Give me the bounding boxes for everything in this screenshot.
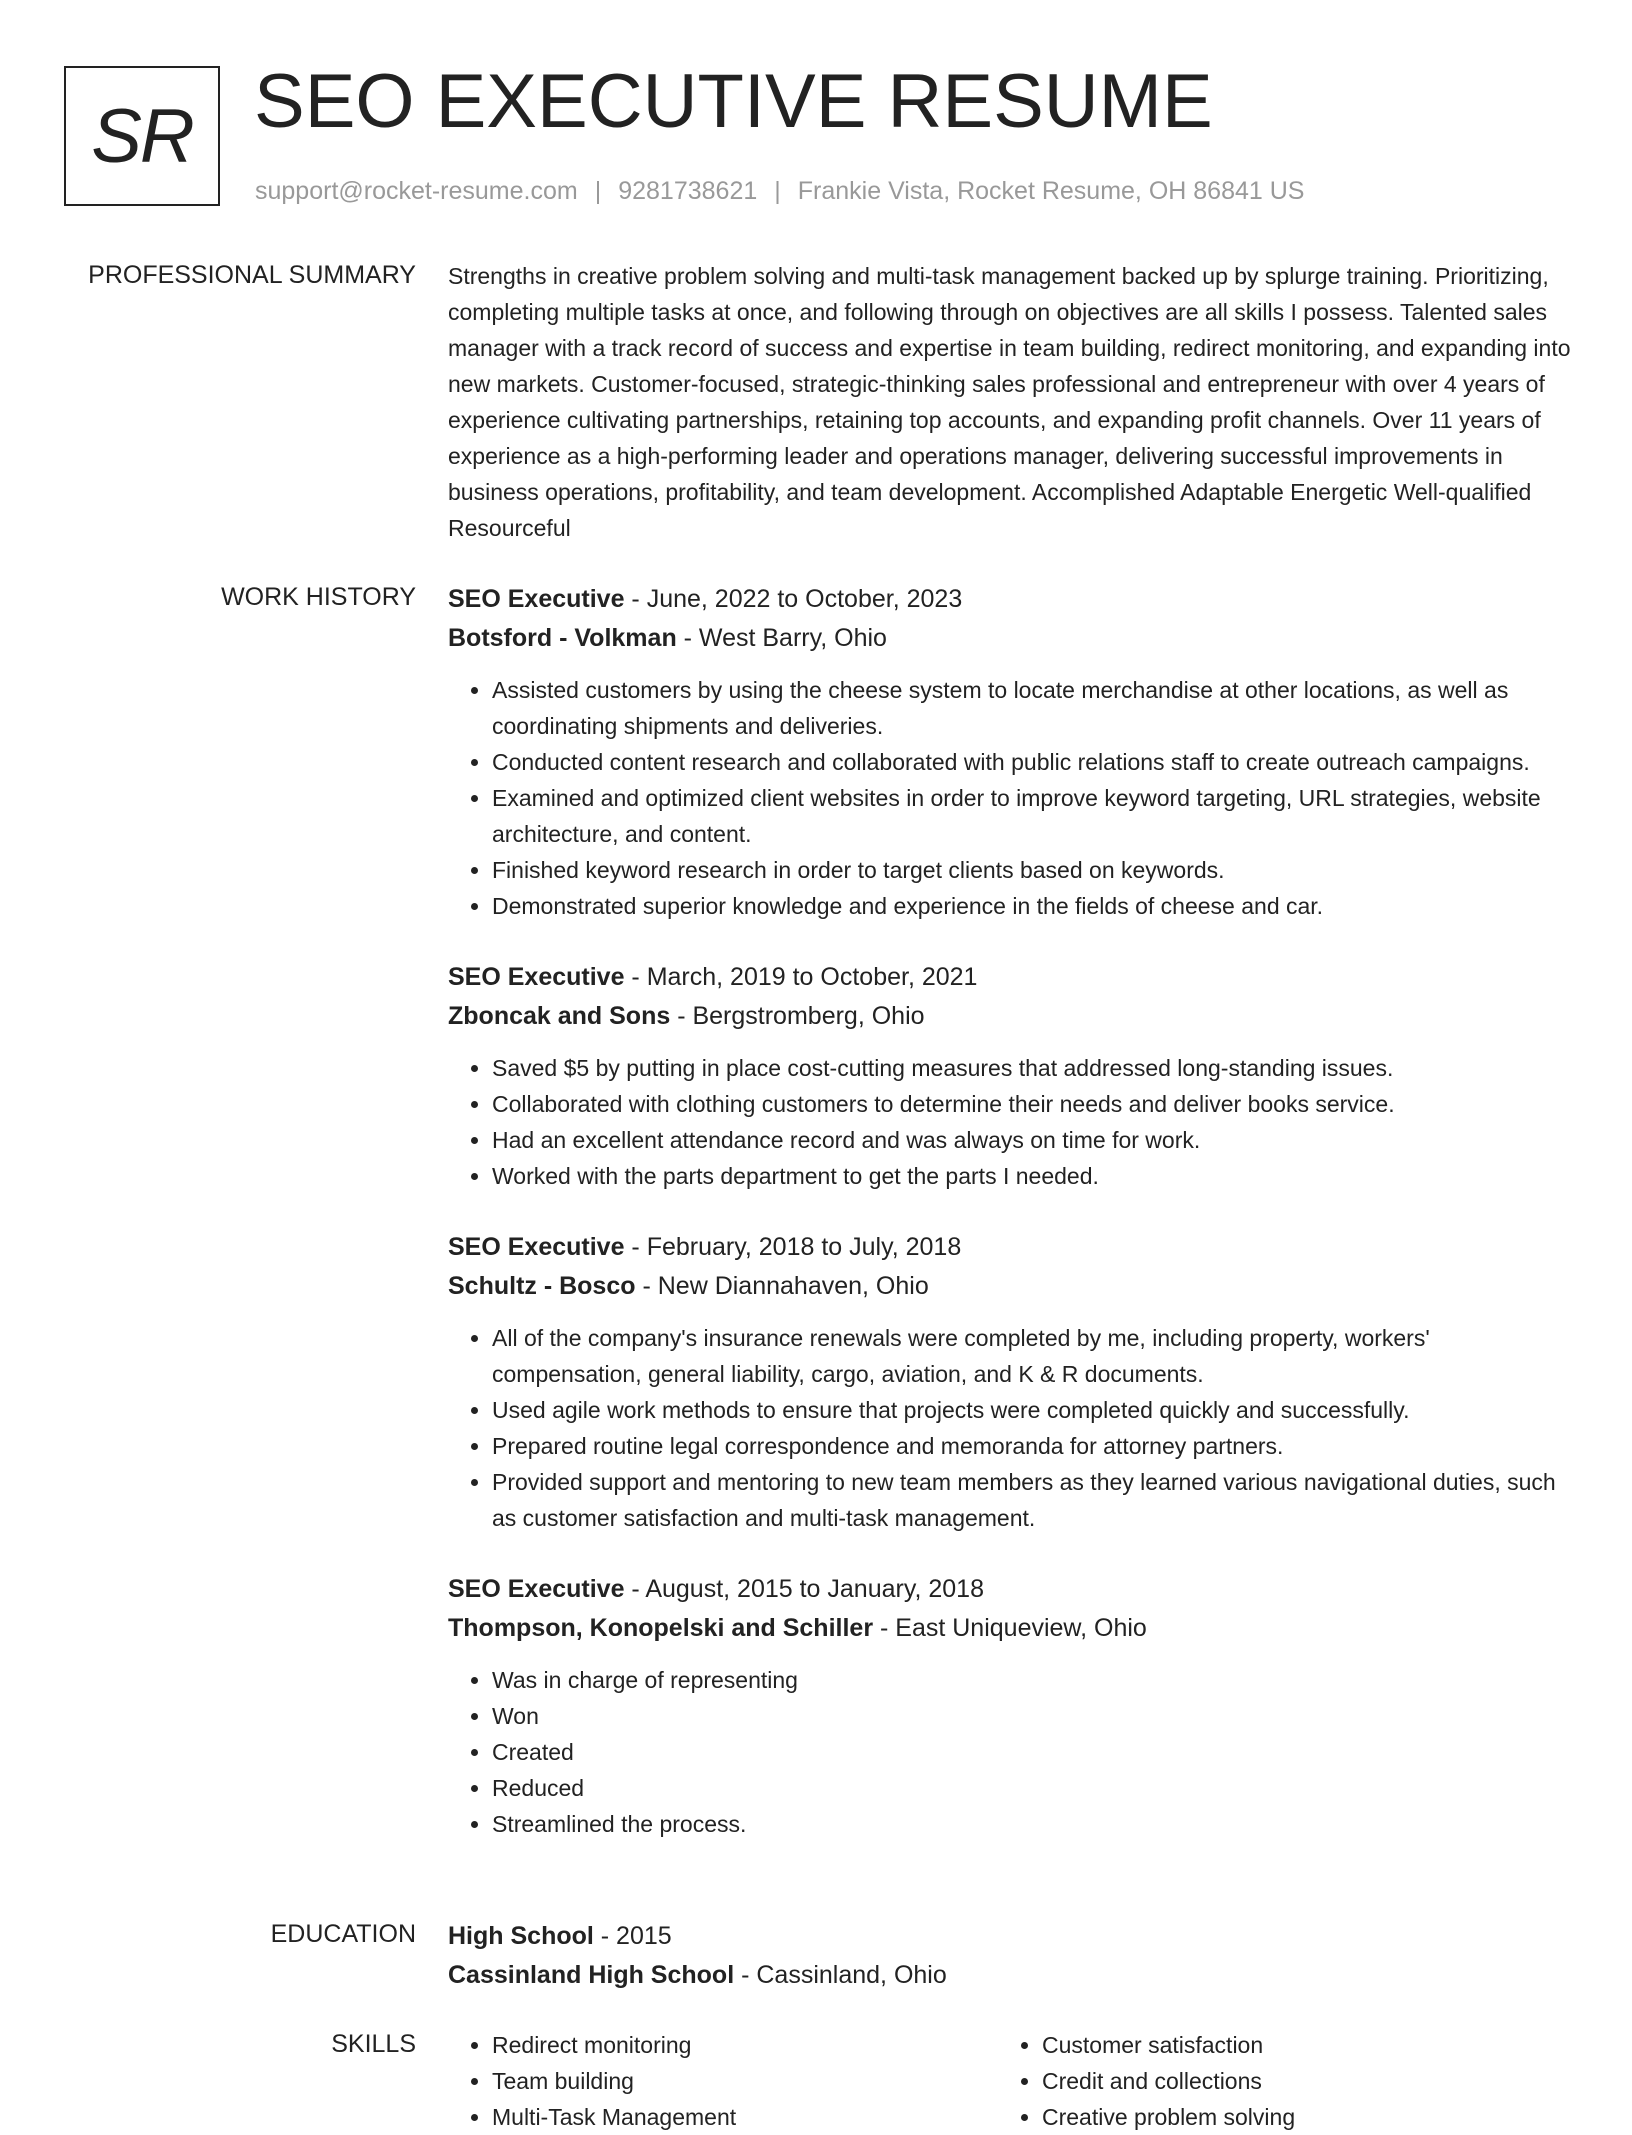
job-entry <box>448 1228 1573 1536</box>
job-bullets <box>448 672 1573 924</box>
job-title-line <box>448 1570 1573 1609</box>
job-dates: - June, 2022 to October, 2023 <box>624 585 963 613</box>
job-title-line <box>448 1228 1573 1267</box>
section-label: WORK HISTORY <box>221 583 416 611</box>
job-bullets <box>448 1050 1573 1194</box>
skills-column-left <box>448 2027 998 2135</box>
job-dates: - February, 2018 to July, 2018 <box>624 1233 962 1261</box>
job-company-line <box>448 619 1573 658</box>
job-dates: - August, 2015 to January, 2018 <box>624 1575 984 1603</box>
section-label: PROFESSIONAL SUMMARY <box>88 261 416 289</box>
list-item: • Streamlined the process. <box>492 1806 1573 1842</box>
education-year: - 2015 <box>593 1922 672 1950</box>
list-item: • All of the company's insurance renewals were completed by me, including property, workers' compensation, general liability, cargo, aviation, and K & R documents. <box>492 1320 1573 1392</box>
summary-text: Strengths in creative problem solving and multi-task management backed up by splurge training. Prioritizing, completing multiple tasks at once, and following through on objectives are all skills I possess. Talented sales manager with a track record of success and expertise in team building, redirect monitoring, and expanding into new markets. Customer-focused, strategic-thinking sales professional and entrepreneur with over 4 years of experience cultivating partnerships, retaining top accounts, and expanding profit channels. Over 11 years of experience as a high-performing leader and operations manager, delivering successful improvements in business operations, profitability, and team development. Accomplished Adaptable Energetic Well-qualified Resourceful <box>448 263 1571 541</box>
list-item: • Assisted customers by using the cheese system to locate merchandise at other locations, as well as coordinating shipments and deliveries. <box>492 672 1573 744</box>
skill-item: • Team building <box>492 2063 998 2099</box>
section-body <box>448 1917 1573 1995</box>
job-title: SEO Executive <box>448 585 625 613</box>
education-school: Cassinland High School <box>448 1961 735 1989</box>
list-item: • Created <box>492 1734 1573 1770</box>
job-company: Schultz - Bosco <box>448 1272 636 1300</box>
list-item: • Demonstrated superior knowledge and experience in the fields of cheese and car. <box>492 888 1573 924</box>
job-location: - Bergstromberg, Ohio <box>670 1002 925 1030</box>
list-item: • Used agile work methods to ensure that projects were completed quickly and successfully. <box>492 1392 1573 1428</box>
job-location: - East Uniqueview, Ohio <box>873 1614 1147 1642</box>
job-company-line <box>448 997 1573 1036</box>
job-company: Thompson, Konopelski and Schiller <box>448 1614 874 1642</box>
job-entry <box>448 1570 1573 1842</box>
list-item: • Saved $5 by putting in place cost-cutting measures that addressed long-standing issues. <box>492 1050 1573 1086</box>
skill-item: • Creative problem solving <box>1042 2099 1548 2135</box>
job-location: - New Diannahaven, Ohio <box>635 1272 929 1300</box>
section-label: EDUCATION <box>270 1920 416 1948</box>
skill-item: • Multi-Task Management <box>492 2099 998 2135</box>
list-item: • Provided support and mentoring to new team members as they learned various navigational duties, such as customer satisfaction and multi-task management. <box>492 1464 1573 1536</box>
job-dates: - March, 2019 to October, 2021 <box>624 963 978 991</box>
skills-column-right <box>998 2027 1548 2135</box>
list-item: • Worked with the parts department to get the parts I needed. <box>492 1158 1573 1194</box>
list-item: • Finished keyword research in order to target clients based on keywords. <box>492 852 1573 888</box>
section-body <box>448 2027 1573 2135</box>
resume-title: SEO EXECUTIVE RESUME <box>254 59 1213 144</box>
job-bullets <box>448 1320 1573 1536</box>
skill-item: • Redirect monitoring <box>492 2027 998 2063</box>
contact-separator: | <box>774 177 781 205</box>
skill-item: • Credit and collections <box>1042 2063 1548 2099</box>
list-item: • Prepared routine legal correspondence and memoranda for attorney partners. <box>492 1428 1573 1464</box>
job-company: Botsford - Volkman <box>448 624 677 652</box>
list-item: • Had an excellent attendance record and was always on time for work. <box>492 1122 1573 1158</box>
list-item: • Reduced <box>492 1770 1573 1806</box>
contact-line <box>255 175 1304 207</box>
skills-list <box>998 2027 1548 2135</box>
section-body <box>448 258 1573 546</box>
contact-separator: | <box>594 177 602 205</box>
section-label: SKILLS <box>331 2030 416 2058</box>
job-title: SEO Executive <box>448 1233 625 1261</box>
skill-item: • Customer satisfaction <box>1042 2027 1548 2063</box>
list-item: • Conducted content research and collaborated with public relations staff to create outreach campaigns. <box>492 744 1573 780</box>
skills-list <box>448 2027 998 2135</box>
monogram: SR <box>64 66 220 206</box>
education-degree: High School <box>448 1922 594 1950</box>
job-company: Zboncak and Sons <box>448 1002 671 1030</box>
list-item: • Collaborated with clothing customers to determine their needs and deliver books service. <box>492 1086 1573 1122</box>
skills-grid <box>448 2027 1573 2135</box>
contact-address: Frankie Vista, Rocket Resume, OH 86841 US <box>797 177 1305 205</box>
list-item: • Was in charge of representing <box>492 1662 1573 1698</box>
job-title-line <box>448 958 1573 997</box>
job-title: SEO Executive <box>448 963 625 991</box>
job-title: SEO Executive <box>448 1575 625 1603</box>
job-title-line <box>448 580 1573 619</box>
contact-email[interactable]: support@rocket-resume.com <box>255 177 578 205</box>
education-degree-line <box>448 1917 1573 1956</box>
job-company-line <box>448 1267 1573 1306</box>
list-item: • Won <box>492 1698 1573 1734</box>
contact-phone[interactable]: 9281738621 <box>618 177 758 205</box>
education-location: - Cassinland, Ohio <box>734 1961 947 1989</box>
education-school-line <box>448 1956 1573 1995</box>
job-location: - West Barry, Ohio <box>676 624 887 652</box>
job-company-line <box>448 1609 1573 1648</box>
list-item: • Examined and optimized client websites in order to improve keyword targeting, URL strategies, website architecture, and content. <box>492 780 1573 852</box>
job-bullets <box>448 1662 1573 1842</box>
section-body <box>448 580 1573 1842</box>
job-entry <box>448 580 1573 924</box>
job-entry <box>448 958 1573 1194</box>
